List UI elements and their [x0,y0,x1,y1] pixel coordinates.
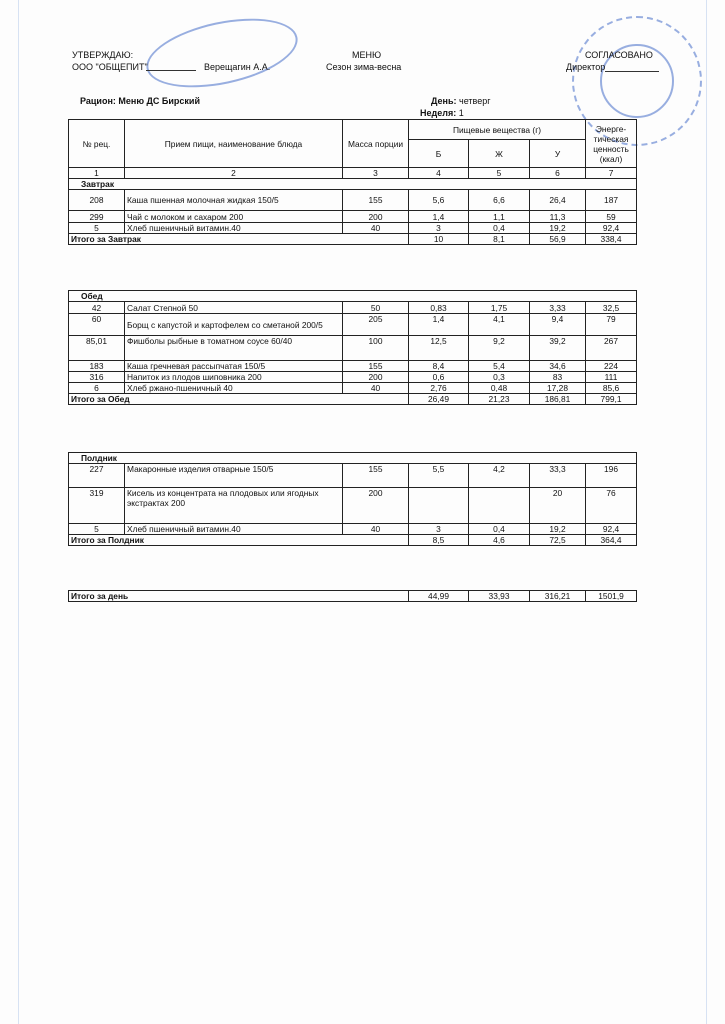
row-u: 39,2 [530,336,586,361]
table-row [69,372,637,383]
row-b: 8,4 [409,361,469,372]
table-row [69,302,637,314]
total-label: Итого за Полдник [69,535,409,546]
total-kcal: 799,1 [586,394,637,405]
col-index: 4 [409,168,469,179]
day-value: четверг [459,96,491,106]
row-u: 19,2 [530,524,586,535]
row-mass: 200 [343,372,409,383]
signature-line [146,70,196,71]
col-b-header: Б [409,140,469,168]
table-row [69,314,637,336]
row-u: 9,4 [530,314,586,336]
row-num: 319 [69,488,125,524]
total-row-lunch [69,394,637,405]
row-zh [469,488,530,524]
row-dish: Фишболы рыбные в томатном соусе 60/40 [125,336,343,361]
row-u: 33,3 [530,464,586,488]
total-label: Итого за Обед [69,394,409,405]
row-mass: 40 [343,524,409,535]
row-b: 3 [409,524,469,535]
row-kcal: 59 [586,211,637,223]
col-index: 6 [530,168,586,179]
row-kcal: 85,6 [586,383,637,394]
col-nutrients-header: Пищевые вещества (г) [409,120,586,140]
row-num: 5 [69,524,125,535]
ration-label: Рацион: Меню ДС Бирский [80,96,200,106]
row-zh: 1,75 [469,302,530,314]
row-mass: 100 [343,336,409,361]
row-dish: Хлеб пшеничный витамин.40 [125,524,343,535]
row-kcal: 111 [586,372,637,383]
row-u: 26,4 [530,190,586,211]
table-row [69,211,637,223]
row-num: 316 [69,372,125,383]
col-index: 2 [125,168,343,179]
col-energy-header: Энерге-тическая ценность (ккал) [586,120,637,168]
row-dish: Борщ с капустой и картофелем со сметаной 200/5 [125,314,343,336]
week-label: Неделя: [420,108,457,118]
row-mass: 40 [343,223,409,234]
row-kcal: 267 [586,336,637,361]
table-row [69,383,637,394]
section-title-lunch: Обед [69,291,637,302]
row-u: 17,28 [530,383,586,394]
table-row [69,361,637,372]
row-zh: 6,6 [469,190,530,211]
col-index: 3 [343,168,409,179]
row-num: 85,01 [69,336,125,361]
total-label: Итого за Завтрак [69,234,409,245]
row-kcal: 32,5 [586,302,637,314]
row-mass: 200 [343,488,409,524]
row-num: 5 [69,223,125,234]
row-b: 3 [409,223,469,234]
approve-label: УТВЕРЖДАЮ: [72,50,134,60]
row-dish: Чай с молоком и сахаром 200 [125,211,343,223]
row-num: 6 [69,383,125,394]
table-row [69,488,637,524]
row-dish: Хлеб ржано-пшеничный 40 [125,383,343,394]
season-label: Сезон зима-весна [326,62,402,72]
col-zh-header: Ж [469,140,530,168]
signer-name: Верещагин А.А. [204,62,271,72]
row-dish: Каша пшенная молочная жидкая 150/5 [125,190,343,211]
row-kcal: 92,4 [586,524,637,535]
row-b: 5,5 [409,464,469,488]
row-zh: 0,4 [469,223,530,234]
row-dish: Хлеб пшеничный витамин.40 [125,223,343,234]
col-index: 1 [69,168,125,179]
row-dish: Макаронные изделия отварные 150/5 [125,464,343,488]
row-mass: 200 [343,211,409,223]
menu-title: МЕНЮ [352,50,382,60]
total-u: 56,9 [530,234,586,245]
row-kcal: 79 [586,314,637,336]
row-mass: 155 [343,464,409,488]
row-b: 1,4 [409,314,469,336]
total-row-day [69,591,637,602]
director-label: Директор [566,62,606,72]
total-b: 10 [409,234,469,245]
section-title-breakfast: Завтрак [69,179,637,190]
row-kcal: 196 [586,464,637,488]
row-kcal: 187 [586,190,637,211]
scan-artifact-line [706,0,707,1024]
agreed-label: СОГЛАСОВАНО [585,50,653,60]
total-b: 26,49 [409,394,469,405]
col-u-header: У [530,140,586,168]
total-row-breakfast [69,234,637,245]
row-b: 12,5 [409,336,469,361]
day-total-label: Итого за день [69,591,409,602]
total-u: 72,5 [530,535,586,546]
row-b: 2,76 [409,383,469,394]
company-name: ООО "ОБЩЕПИТ" [72,62,148,72]
row-kcal: 92,4 [586,223,637,234]
col-mass-header: Масса порции [343,120,409,168]
row-u: 20 [530,488,586,524]
row-mass: 50 [343,302,409,314]
breakfast-table [68,119,637,245]
day-total-zh: 33,93 [469,591,530,602]
table-row [69,524,637,535]
col-index: 5 [469,168,530,179]
table-row [69,464,637,488]
row-u: 3,33 [530,302,586,314]
row-num: 299 [69,211,125,223]
row-mass: 205 [343,314,409,336]
day-total-kcal: 1501,9 [586,591,637,602]
row-zh: 4,1 [469,314,530,336]
snack-table [68,452,637,546]
lunch-table [68,290,637,405]
row-zh: 5,4 [469,361,530,372]
row-b [409,488,469,524]
row-num: 208 [69,190,125,211]
row-kcal: 224 [586,361,637,372]
table-row [69,190,637,211]
total-zh: 21,23 [469,394,530,405]
row-mass: 40 [343,383,409,394]
total-u: 186,81 [530,394,586,405]
section-title-snack: Полдник [69,453,637,464]
row-b: 0,83 [409,302,469,314]
scan-artifact-line [18,0,19,1024]
col-index: 7 [586,168,637,179]
col-dish-header: Прием пищи, наименование блюда [125,120,343,168]
col-num-header: № рец. [69,120,125,168]
row-dish: Кисель из концентрата на плодовых или ягодных экстрактах 200 [125,488,343,524]
row-num: 42 [69,302,125,314]
row-mass: 155 [343,190,409,211]
total-zh: 8,1 [469,234,530,245]
approval-stamp [140,7,304,100]
row-kcal: 76 [586,488,637,524]
row-dish: Напиток из плодов шиповника 200 [125,372,343,383]
day-total-b: 44,99 [409,591,469,602]
row-u: 19,2 [530,223,586,234]
row-zh: 0,48 [469,383,530,394]
row-num: 183 [69,361,125,372]
day-label: День: [431,96,457,106]
total-b: 8,5 [409,535,469,546]
row-dish: Каша гречневая рассыпчатая 150/5 [125,361,343,372]
row-mass: 155 [343,361,409,372]
row-u: 11,3 [530,211,586,223]
total-zh: 4,6 [469,535,530,546]
row-num: 227 [69,464,125,488]
row-zh: 9,2 [469,336,530,361]
row-b: 5,6 [409,190,469,211]
row-zh: 1,1 [469,211,530,223]
row-num: 60 [69,314,125,336]
row-u: 34,6 [530,361,586,372]
table-row [69,223,637,234]
total-kcal: 338,4 [586,234,637,245]
row-zh: 0,4 [469,524,530,535]
total-row-snack [69,535,637,546]
total-kcal: 364,4 [586,535,637,546]
row-b: 0,6 [409,372,469,383]
row-u: 83 [530,372,586,383]
table-row [69,336,637,361]
row-zh: 4,2 [469,464,530,488]
day-total-table [68,590,637,602]
row-zh: 0,3 [469,372,530,383]
week-value: 1 [458,108,464,118]
row-b: 1,4 [409,211,469,223]
row-dish: Салат Степной 50 [125,302,343,314]
day-total-u: 316,21 [530,591,586,602]
director-signature-line [605,71,659,72]
